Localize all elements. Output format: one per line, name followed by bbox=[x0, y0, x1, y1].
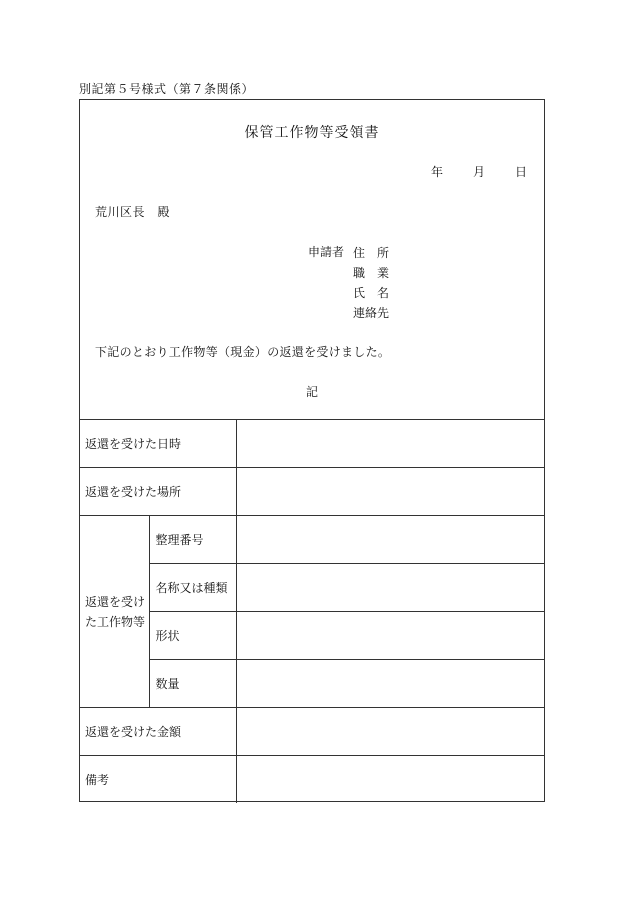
received-place-label: 返還を受けた場所 bbox=[79, 468, 236, 516]
detail-table bbox=[79, 419, 545, 803]
ki-heading: 記 bbox=[305, 385, 318, 399]
year-label: 年 bbox=[430, 165, 443, 179]
quantity-field[interactable] bbox=[236, 660, 545, 708]
ref-number-label: 整理番号 bbox=[149, 516, 236, 564]
form-title: 保管工作物等受領書 bbox=[244, 125, 380, 141]
table-row bbox=[79, 516, 545, 564]
month-label: 月 bbox=[472, 165, 485, 179]
address-label: 住 所 bbox=[353, 246, 390, 260]
received-amount-field[interactable] bbox=[236, 708, 545, 756]
table-row bbox=[79, 708, 545, 756]
received-amount-label: 返還を受けた金額 bbox=[79, 708, 236, 756]
applicant-label: 申請者 bbox=[308, 245, 345, 259]
date-line bbox=[431, 163, 527, 180]
table-row bbox=[79, 612, 545, 660]
remarks-field[interactable] bbox=[236, 756, 545, 804]
receipt-form bbox=[79, 99, 545, 802]
received-datetime-field[interactable] bbox=[236, 420, 545, 468]
statement: 下記のとおり工作物等（現金）の返還を受けました。 bbox=[95, 345, 391, 359]
contact-label: 連絡先 bbox=[353, 306, 390, 320]
table-row bbox=[79, 468, 545, 516]
shape-label: 形状 bbox=[149, 612, 236, 660]
items-group-label bbox=[79, 516, 149, 708]
occupation-label: 職 業 bbox=[353, 266, 390, 280]
shape-field[interactable] bbox=[236, 612, 545, 660]
name-or-type-field[interactable] bbox=[236, 564, 545, 612]
table-row bbox=[79, 420, 545, 468]
day-label: 日 bbox=[514, 165, 527, 179]
quantity-label: 数量 bbox=[149, 660, 236, 708]
ref-number-field[interactable] bbox=[236, 516, 545, 564]
items-group-line1: 返還を受け bbox=[85, 594, 146, 609]
form-reference: 別記第５号様式（第７条関係） bbox=[79, 82, 255, 96]
remarks-label: 備考 bbox=[79, 756, 236, 804]
name-or-type-label: 名称又は種類 bbox=[149, 564, 236, 612]
items-group-line2: た工作物等 bbox=[85, 614, 146, 629]
name-label: 氏 名 bbox=[353, 286, 390, 300]
table-row bbox=[79, 564, 545, 612]
table-row bbox=[79, 756, 545, 804]
addressee: 荒川区長 殿 bbox=[95, 205, 171, 219]
received-place-field[interactable] bbox=[236, 468, 545, 516]
applicant-fields bbox=[353, 243, 389, 323]
received-datetime-label: 返還を受けた日時 bbox=[79, 420, 236, 468]
table-row bbox=[79, 660, 545, 708]
